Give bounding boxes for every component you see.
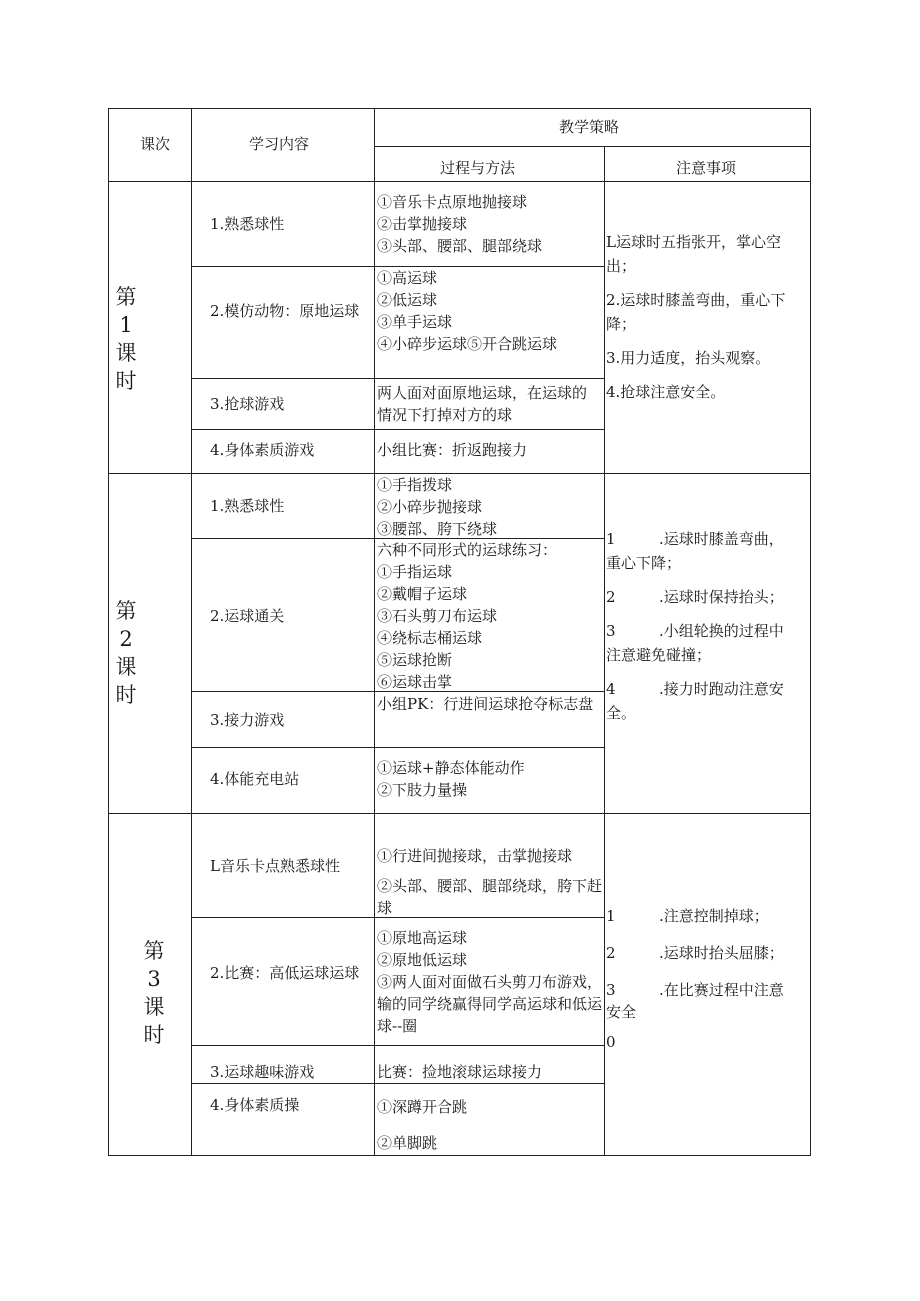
lesson-1-label: 第 1课 时 bbox=[115, 285, 137, 393]
lesson-3-label: 第 3课 时 bbox=[143, 939, 165, 1047]
notes-lesson-1: L运球时五指张开，掌心空出； 2.运球时膝盖弯曲，重心下降； 3.用力适度，抬头观察。 4.抢球注意安全。 bbox=[606, 233, 786, 401]
method-cell: ①高运球 ②低运球 ③单手运球 ④小碎步运球⑤开合跳运球 bbox=[377, 269, 558, 353]
method-cell: 六种不同形式的运球练习： ①手指运球 ②戴帽子运球 ③石头剪刀布运球 ④绕标志桶运球 ⑤运球抢断 ⑥运球击掌 bbox=[377, 541, 558, 691]
header-strategy: 教学策略 bbox=[559, 118, 620, 136]
content-cell: 2.运球通关 bbox=[210, 607, 285, 625]
content-cell: 1.熟悉球性 bbox=[210, 497, 285, 515]
method-cell: 比赛：捡地滚球运球接力 bbox=[377, 1063, 543, 1081]
method-cell: ①运球+静态体能动作 ②下肢力量操 bbox=[377, 759, 525, 799]
content-cell: L音乐卡点熟悉球性 bbox=[210, 857, 340, 875]
content-cell: 2.模仿动物：原地运球 bbox=[210, 302, 360, 320]
content-cell: 4.体能充电站 bbox=[210, 770, 300, 788]
method-cell: ①音乐卡点原地抛接球 ②击掌抛接球 ③头部、腰部、腿部绕球 bbox=[377, 193, 543, 255]
method-cell: ①手指拨球 ②小碎步抛接球 ③腰部、胯下绕球 bbox=[377, 476, 498, 538]
content-cell: 3.运球趣味游戏 bbox=[210, 1063, 315, 1081]
content-cell: 3.抢球游戏 bbox=[210, 395, 285, 413]
content-cell: 1.熟悉球性 bbox=[210, 215, 285, 233]
method-cell: ①行进间抛接球，击掌抛接球 ②头部、腰部、腿部绕球，胯下赶球 bbox=[377, 847, 603, 917]
method-cell: ①深蹲开合跳 ②单脚跳 bbox=[377, 1098, 468, 1152]
content-cell: 3.接力游戏 bbox=[210, 711, 285, 729]
notes-lesson-2: 1 .运球时膝盖弯曲， 重心下降； 2 .运球时保持抬头； 3 .小组轮换的过程中 注意避免碰撞； 4 .接力时跑动注意安 全。 bbox=[606, 530, 784, 722]
method-cell: 两人面对面原地运球，在运球的情况下打掉对方的球 bbox=[377, 384, 588, 424]
method-cell: ①原地高运球 ②原地低运球 ③两人面对面做石头剪刀布游戏，输的同学绕赢得同学高运球和低运球--圈 bbox=[377, 929, 603, 1035]
lesson-2-label: 第 2课 时 bbox=[115, 599, 137, 707]
content-cell: 4.身体素质游戏 bbox=[210, 441, 315, 459]
header-lesson: 课次 bbox=[140, 135, 171, 153]
header-method: 过程与方法 bbox=[440, 159, 516, 177]
method-cell: 小组PK：行进间运球抢夺标志盘 bbox=[377, 695, 594, 713]
header-content: 学习内容 bbox=[249, 135, 310, 153]
header-notes: 注意事项 bbox=[676, 159, 737, 177]
content-cell: 2.比赛：高低运球运球 bbox=[210, 964, 360, 982]
content-cell: 4.身体素质操 bbox=[210, 1096, 300, 1114]
notes-lesson-3: 1 .注意控制掉球； 2 .运球时抬头屈膝； 3 .在比赛过程中注意 安全 0 bbox=[606, 907, 784, 1051]
method-cell: 小组比赛：折返跑接力 bbox=[377, 441, 528, 459]
